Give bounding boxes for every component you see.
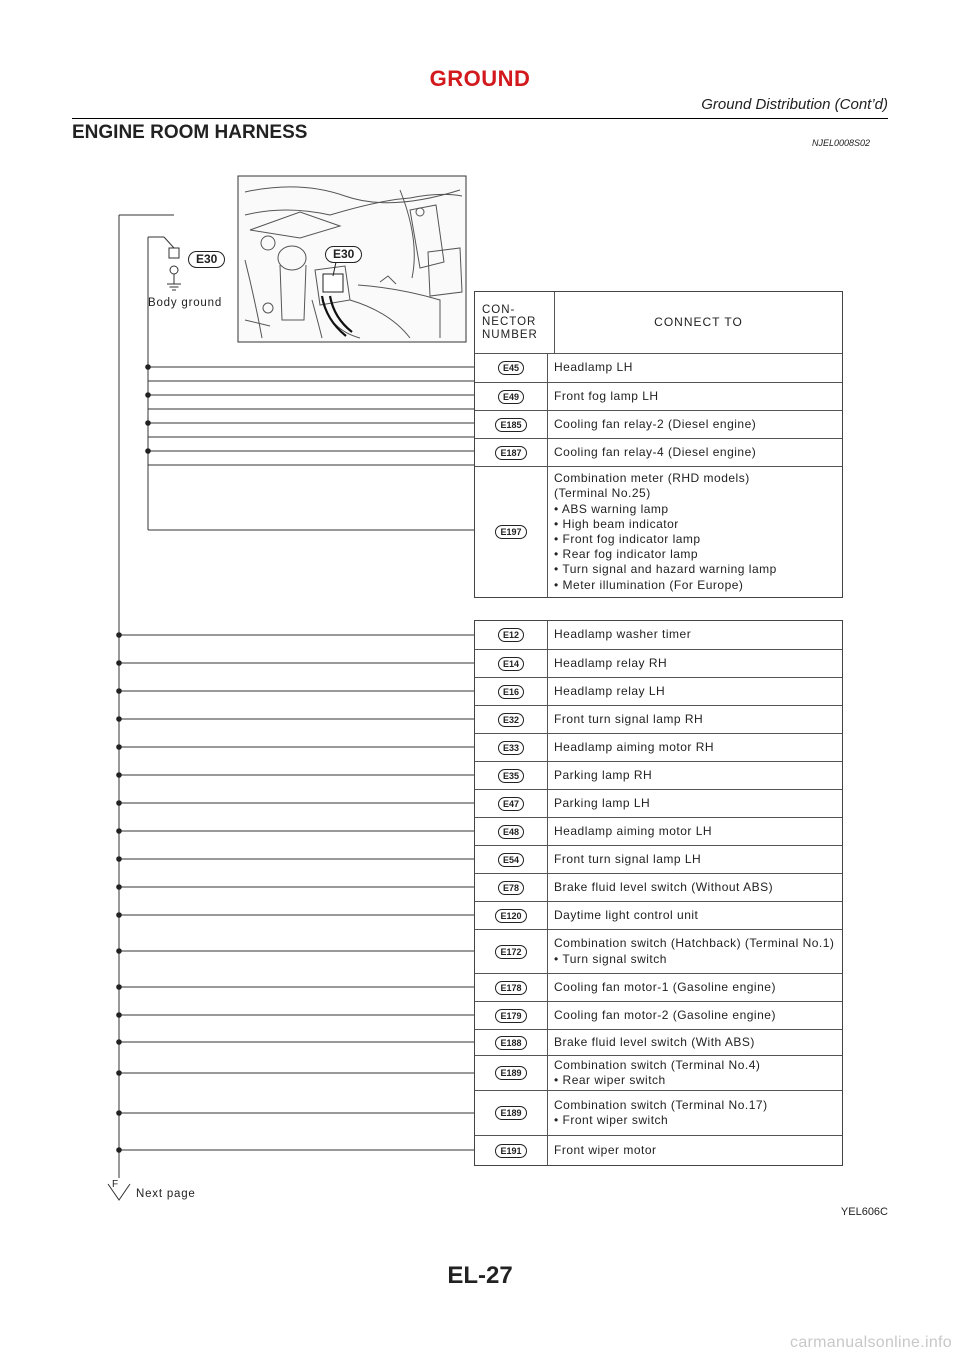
- table-row: [475, 901, 842, 929]
- splice-dot: [145, 392, 151, 398]
- connect-to-line: Parking lamp RH: [554, 767, 653, 782]
- connect-to-line: • Turn signal and hazard warning lamp: [554, 562, 777, 577]
- table-row: [475, 973, 842, 1001]
- connector-number-badge: E16: [498, 685, 524, 699]
- section-ref-code: NJEL0008S02: [812, 138, 871, 148]
- connector-number-badge: E47: [498, 797, 524, 811]
- connect-to-line: Brake fluid level switch (Without ABS): [554, 879, 774, 894]
- footer-watermark: carmanualsonline.info: [790, 1334, 952, 1351]
- splice-dot: [116, 1110, 122, 1116]
- connect-to-cell: [548, 706, 842, 733]
- connect-to-line: Front wiper motor: [554, 1142, 657, 1157]
- connector-table-1: [474, 291, 843, 598]
- table-row: [475, 1090, 842, 1135]
- connector-cell: [475, 621, 548, 649]
- connect-to-line: (Terminal No.25): [554, 486, 651, 501]
- connect-to-cell: [548, 734, 842, 761]
- connect-to-line: Headlamp aiming motor LH: [554, 823, 713, 838]
- connect-to-cell: [548, 974, 842, 1001]
- connect-to-line: Daytime light control unit: [554, 907, 699, 922]
- connector-number-badge: E187: [495, 446, 526, 460]
- body-ground-label: Body ground: [148, 297, 223, 309]
- connector-cell: [475, 902, 548, 929]
- connector-cell: [475, 846, 548, 873]
- connect-to-cell: [548, 439, 842, 466]
- table-row: [475, 649, 842, 677]
- connector-cell: [475, 790, 548, 817]
- connect-to-cell: [548, 846, 842, 873]
- connector-cell: [475, 818, 548, 845]
- figure-code: YEL606C: [840, 1206, 888, 1218]
- table-row: [475, 677, 842, 705]
- connect-to-cell: [548, 383, 842, 410]
- table-row: [475, 733, 842, 761]
- splice-dot: [145, 420, 151, 426]
- page-number: EL-27: [447, 1262, 513, 1289]
- connect-to-line: • Meter illumination (For Europe): [554, 577, 744, 592]
- connect-to-line: Headlamp aiming motor RH: [554, 739, 715, 754]
- connector-number-badge: E14: [498, 657, 524, 671]
- connect-to-line: Front turn signal lamp LH: [554, 851, 702, 866]
- connector-cell: [475, 439, 548, 466]
- connector-cell: [475, 354, 548, 382]
- splice-dot: [116, 660, 122, 666]
- photo-connector-label: E30: [325, 245, 362, 263]
- header-line: NECTOR: [482, 316, 537, 329]
- splice-dot: [116, 912, 122, 918]
- connect-to-cell: [548, 930, 842, 973]
- connect-to-line: Front fog lamp LH: [554, 388, 659, 403]
- connector-number-badge: E32: [498, 713, 524, 727]
- table-row: [475, 761, 842, 789]
- connect-to-line: Cooling fan motor-1 (Gasoline engine): [554, 979, 776, 994]
- splice-dot: [145, 448, 151, 454]
- connector-number-badge: E197: [495, 525, 526, 539]
- splice-dot: [145, 364, 151, 370]
- connect-to-cell: [548, 621, 842, 649]
- splice-dot: [116, 1039, 122, 1045]
- table-row: [475, 1135, 842, 1165]
- connect-to-cell: [548, 790, 842, 817]
- connect-to-cell: [548, 411, 842, 438]
- connect-to-cell: [548, 762, 842, 789]
- table-row: [475, 845, 842, 873]
- connector-cell: [475, 1091, 548, 1135]
- ground-lead: [164, 237, 174, 248]
- connector-number-badge: E178: [495, 981, 526, 995]
- connector-cell: [475, 706, 548, 733]
- splice-dot: [116, 828, 122, 834]
- header-line: CON-: [482, 303, 516, 316]
- connector-number-badge: E172: [495, 945, 526, 959]
- splice-dot: [116, 744, 122, 750]
- connect-to-line: • Rear wiper switch: [554, 1073, 666, 1087]
- connect-to-line: • Front wiper switch: [554, 1113, 669, 1127]
- connector-number-badge: E185: [495, 418, 526, 432]
- connector-number-badge: E54: [498, 853, 524, 867]
- splice-dot: [116, 1147, 122, 1153]
- connect-to-cell: [548, 678, 842, 705]
- connector-cell: [475, 678, 548, 705]
- connect-to-cell: [548, 902, 842, 929]
- connector-number-badge: E120: [495, 909, 526, 923]
- connector-number-badge: E191: [495, 1144, 526, 1158]
- table-header-row: [475, 292, 842, 353]
- connect-to-cell: [548, 1030, 842, 1055]
- connect-to-line: • Rear fog indicator lamp: [554, 547, 699, 562]
- connect-to-cell: [548, 1056, 842, 1090]
- connect-to-line: Headlamp washer timer: [554, 627, 692, 642]
- connector-cell: [475, 974, 548, 1001]
- connect-to-cell: [548, 467, 842, 597]
- header-line: NUMBER: [482, 328, 538, 341]
- connector-cell: [475, 1002, 548, 1029]
- splice-dot: [116, 948, 122, 954]
- connector-number-badge: E49: [498, 390, 524, 404]
- splice-dot: [116, 772, 122, 778]
- connect-to-line: • Front fog indicator lamp: [554, 532, 701, 546]
- splice-dot: [116, 632, 122, 638]
- connector-number-badge: E45: [498, 361, 524, 375]
- connect-to-line: Cooling fan relay-2 (Diesel engine): [554, 416, 757, 431]
- section-title: ENGINE ROOM HARNESS: [72, 122, 308, 143]
- connect-to-line: Combination switch (Terminal No.4): [554, 1057, 761, 1072]
- table-row: [475, 1001, 842, 1029]
- connector-cell: [475, 1136, 548, 1165]
- connect-to-cell: [548, 1091, 842, 1135]
- splice-dot: [116, 1012, 122, 1018]
- splice-dot: [116, 688, 122, 694]
- table-row: [475, 410, 842, 438]
- table-row: [475, 438, 842, 466]
- page-header-subtitle: Ground Distribution (Cont’d): [701, 96, 888, 113]
- connect-to-line: Headlamp relay LH: [554, 683, 666, 698]
- connect-to-line: Front turn signal lamp RH: [554, 711, 704, 726]
- connector-cell: [475, 734, 548, 761]
- splice-dot: [116, 1070, 122, 1076]
- connect-to-line: Headlamp LH: [554, 360, 633, 375]
- ground-symbol-icon: [167, 248, 181, 290]
- splice-dot: [116, 856, 122, 862]
- splice-dot: [116, 884, 122, 890]
- connector-number-badge: E33: [498, 741, 524, 755]
- table-row: [475, 1055, 842, 1090]
- ground-connector-label: E30: [188, 250, 225, 268]
- connector-cell: [475, 1030, 548, 1055]
- connect-to-line: • Turn signal switch: [554, 951, 667, 966]
- connector-cell: [475, 411, 548, 438]
- connect-to-line: Combination switch (Terminal No.17): [554, 1097, 768, 1112]
- connector-number-badge: E35: [498, 769, 524, 783]
- connector-number-badge: E12: [498, 628, 524, 642]
- connect-to-line: Parking lamp LH: [554, 795, 651, 810]
- connector-cell: [475, 762, 548, 789]
- table-row: [475, 817, 842, 845]
- connector-table-2: [474, 620, 843, 1166]
- connect-to-line: Cooling fan relay-4 (Diesel engine): [554, 444, 757, 459]
- connector-number-badge: E179: [495, 1009, 526, 1023]
- connect-to-line: Combination switch (Hatchback) (Terminal No.1): [554, 936, 835, 951]
- connect-to-line: Combination meter (RHD models): [554, 471, 750, 486]
- table-row: [475, 789, 842, 817]
- next-page-label: Next page: [136, 1188, 196, 1200]
- connector-number-badge: E188: [495, 1036, 526, 1050]
- connect-to-line: • High beam indicator: [554, 516, 679, 531]
- connect-to-line: Headlamp relay RH: [554, 655, 668, 670]
- splice-dot: [116, 800, 122, 806]
- connect-to-line: Cooling fan motor-2 (Gasoline engine): [554, 1007, 776, 1022]
- connector-cell: [475, 383, 548, 410]
- header-connector-number: [475, 292, 555, 353]
- table-row: [475, 621, 842, 649]
- splice-dot: [116, 984, 122, 990]
- connect-to-cell: [548, 1002, 842, 1029]
- connect-to-cell: [548, 354, 842, 382]
- connect-to-line: Brake fluid level switch (With ABS): [554, 1034, 755, 1049]
- connector-cell: [475, 650, 548, 677]
- connector-cell: [475, 874, 548, 901]
- connect-to-cell: [548, 874, 842, 901]
- connector-cell: [475, 930, 548, 973]
- connector-number-badge: E189: [495, 1106, 526, 1120]
- connect-to-cell: [548, 1136, 842, 1165]
- connect-to-line: • ABS warning lamp: [554, 501, 669, 516]
- connector-cell: [475, 1056, 548, 1090]
- connect-to-cell: [548, 818, 842, 845]
- connector-number-badge: E189: [495, 1066, 526, 1080]
- next-page-marker-letter: F: [112, 1179, 119, 1190]
- table-row: [475, 382, 842, 410]
- splice-dot: [116, 716, 122, 722]
- table-row: [475, 705, 842, 733]
- table-row: [475, 1029, 842, 1055]
- connector-number-badge: E78: [498, 881, 524, 895]
- connector-number-badge: E48: [498, 825, 524, 839]
- connector-cell: [475, 467, 548, 597]
- table-row: [475, 873, 842, 901]
- header-connect-to: CONNECT TO: [654, 314, 743, 329]
- page-header-title: GROUND: [429, 66, 531, 91]
- connect-to-cell: [548, 650, 842, 677]
- table-row: [475, 929, 842, 973]
- table-row: [475, 466, 842, 597]
- table-row: [475, 353, 842, 382]
